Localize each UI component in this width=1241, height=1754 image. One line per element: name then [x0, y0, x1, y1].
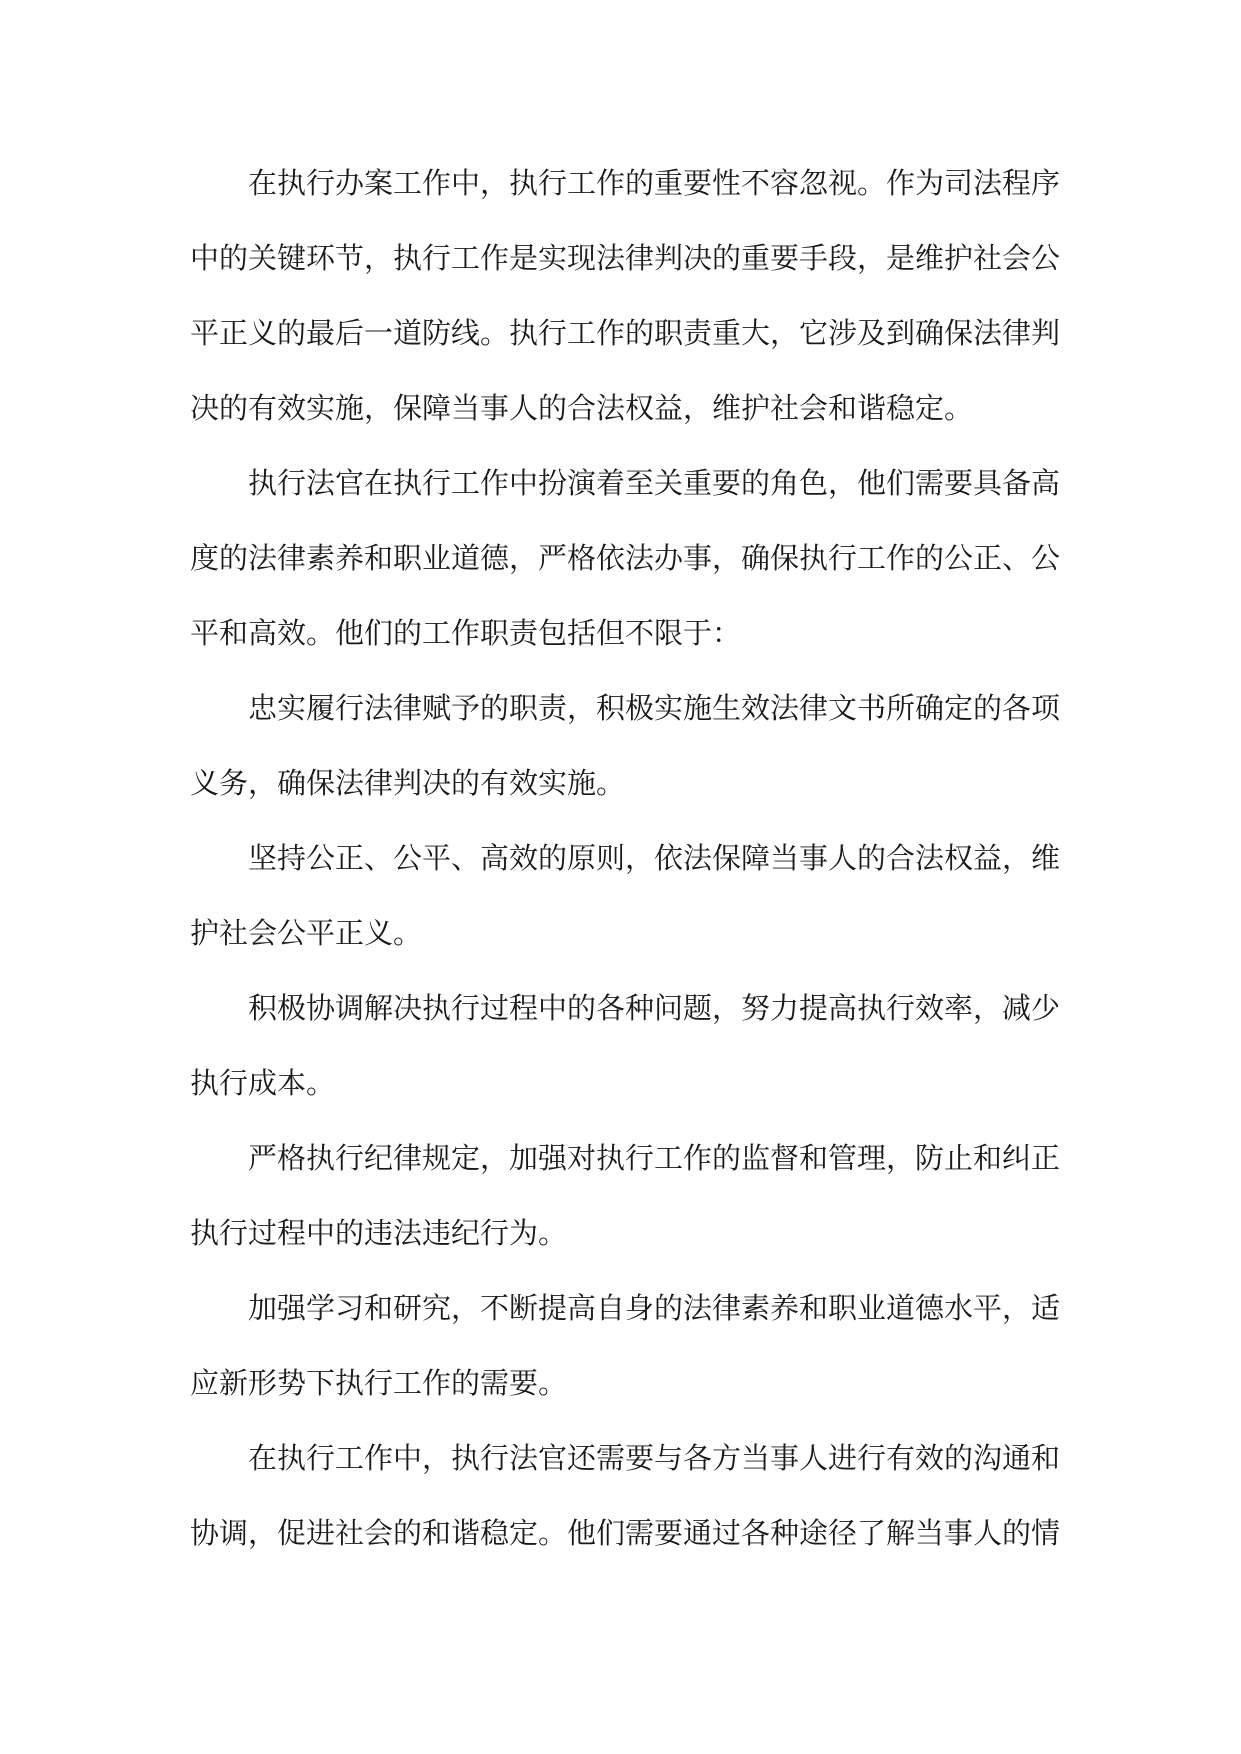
paragraph-1: 在执行办案工作中，执行工作的重要性不容忽视。作为司法程序中的关键环节，执行工作是实现法律判决的重要手段，是维护社会公平正义的最后一道防线。执行工作的职责重大，它涉及到确保法律判决的有效实施，保障当事人的合法权益，维护社会和谐稳定。 [190, 166, 1061, 425]
paragraph-4: 坚持公正、公平、高效的原则，依法保障当事人的合法权益，维护社会公平正义。 [190, 841, 1061, 950]
paragraph-6: 严格执行纪律规定，加强对执行工作的监督和管理，防止和纠正执行过程中的违法违纪行为。 [190, 1141, 1061, 1250]
document-body [190, 146, 1060, 1571]
paragraph-7: 加强学习和研究，不断提高自身的法律素养和职业道德水平，适应新形势下执行工作的需要。 [190, 1291, 1061, 1400]
paragraph-5: 积极协调解决执行过程中的各种问题，努力提高执行效率，减少执行成本。 [190, 991, 1061, 1100]
paragraph-2: 执行法官在执行工作中扮演着至关重要的角色，他们需要具备高度的法律素养和职业道德，严格依法办事，确保执行工作的公正、公平和高效。他们的工作职责包括但不限于： [190, 466, 1061, 650]
paragraph-3: 忠实履行法律赋予的职责，积极实施生效法律文书所确定的各项义务，确保法律判决的有效实施。 [190, 691, 1061, 800]
paragraph-8: 在执行工作中，执行法官还需要与各方当事人进行有效的沟通和协调，促进社会的和谐稳定。他们需要通过各种途径了解当事人的情 [190, 1441, 1061, 1550]
